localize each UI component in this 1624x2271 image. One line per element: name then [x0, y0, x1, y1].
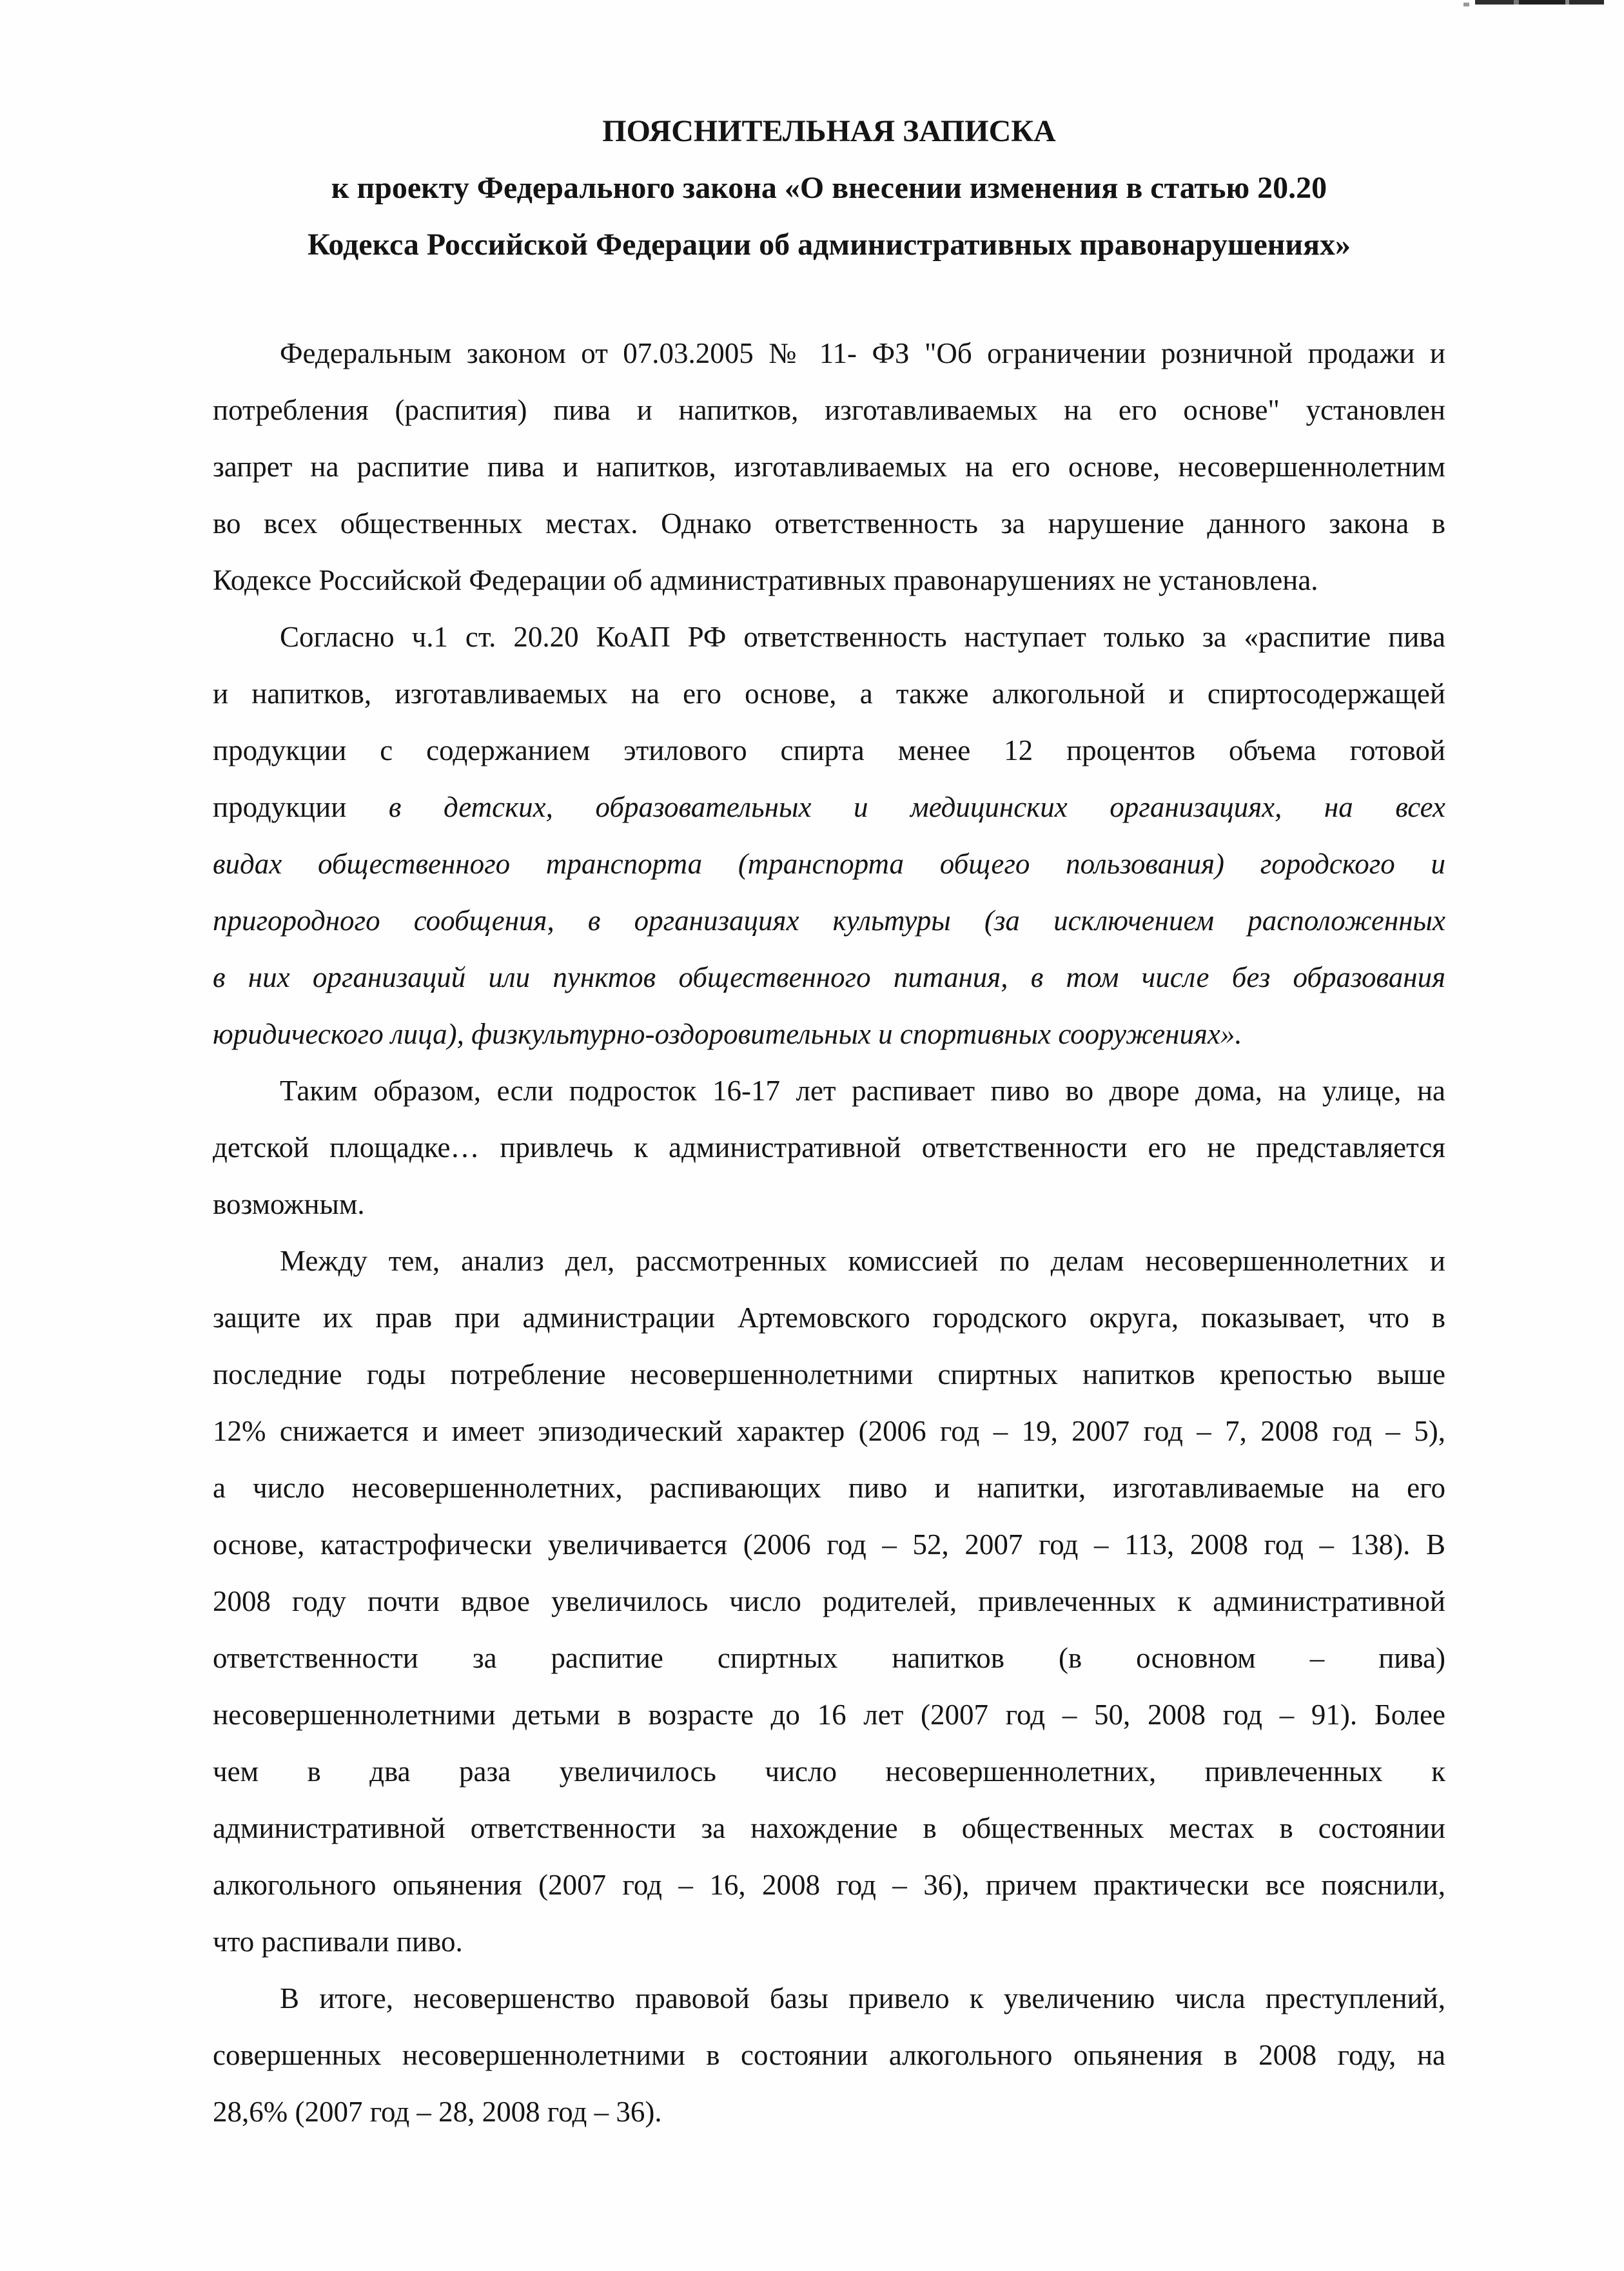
text-line	[213, 1289, 1445, 1346]
text-run: административной ответственности за нахождение в общественных местах в состоянии	[213, 1812, 1445, 1844]
text-line	[213, 382, 1445, 438]
text-line	[213, 835, 1445, 892]
text-line	[213, 1403, 1445, 1459]
text-run: что распивали пиво.	[213, 1925, 463, 1958]
text-line	[213, 1062, 1445, 1119]
document-title: ПОЯСНИТЕЛЬНАЯ ЗАПИСКА	[602, 114, 1056, 148]
title-block	[213, 103, 1445, 273]
text-line	[213, 722, 1445, 779]
text-run: Таким образом, если подросток 16-17 лет распивает пиво во дворе дома, на улице, на	[280, 1075, 1445, 1107]
text-run: а число несовершеннолетних, распивающих пиво и напитки, изготавливаемые на его	[213, 1472, 1445, 1504]
text-line	[213, 1913, 1445, 1970]
text-line	[213, 1743, 1445, 1800]
text-run: возможным.	[213, 1188, 365, 1220]
text-line	[213, 552, 1445, 609]
text-line	[213, 1573, 1445, 1630]
document-subtitle-line-1: к проекту Федерального закона «О внесении изменения в статью 20.20	[331, 171, 1327, 205]
text-line	[213, 325, 1445, 382]
text-run: 2008 году почти вдвое увеличилось число родителей, привлеченных к административной	[213, 1585, 1445, 1617]
text-line	[213, 1459, 1445, 1516]
text-line	[213, 1006, 1445, 1062]
text-line	[213, 1630, 1445, 1686]
text-line	[213, 1516, 1445, 1573]
text-run: запрет на распитие пива и напитков, изготавливаемых на его основе, несовершеннолетним	[213, 451, 1445, 483]
scan-artifact-streak	[1475, 0, 1604, 5]
text-line	[213, 779, 1445, 835]
text-line	[213, 892, 1445, 949]
text-line	[213, 1686, 1445, 1743]
text-line	[213, 2083, 1445, 2140]
text-run: В итоге, несовершенство правовой базы привело к увеличению числа преступлений,	[280, 1982, 1445, 2014]
text-run: Между тем, анализ дел, рассмотренных комиссией по делам несовершеннолетних и	[280, 1245, 1445, 1277]
text-line	[213, 1346, 1445, 1403]
text-run: 28,6% (2007 год – 28, 2008 год – 36).	[213, 2096, 662, 2128]
text-line	[213, 2027, 1445, 2083]
italic-text-run: пригородного сообщения, в организациях культуры (за исключением расположенных	[213, 904, 1445, 937]
text-run: ответственности за распитие спиртных напитков (в основном – пива)	[213, 1642, 1445, 1674]
text-run: совершенных несовершеннолетними в состоянии алкогольного опьянения в 2008 году, на	[213, 2039, 1445, 2071]
text-run: последние годы потребление несовершеннолетними спиртных напитков крепостью выше	[213, 1358, 1445, 1390]
text-run: детской площадке… привлечь к административной ответственности его не представляется	[213, 1131, 1445, 1164]
scan-artifact-dot	[1463, 3, 1469, 6]
text-run: основе, катастрофически увеличивается (2006 год – 52, 2007 год – 113, 2008 год – 138). В	[213, 1528, 1445, 1561]
document-subtitle-line-2: Кодекса Российской Федерации об административных правонарушениях»	[307, 228, 1351, 262]
text-line	[213, 1119, 1445, 1176]
document-body	[213, 325, 1445, 2140]
text-run: чем в два раза увеличилось число несовершеннолетних, привлеченных к	[213, 1755, 1445, 1788]
text-line	[213, 495, 1445, 552]
text-line	[213, 1176, 1445, 1233]
italic-text-run: юридического лица), физкультурно-оздоровительных и спортивных сооружениях».	[213, 1018, 1242, 1050]
text-line	[213, 1857, 1445, 1913]
text-line	[213, 665, 1445, 722]
text-run: Федеральным законом от 07.03.2005 № 11- ФЗ "Об ограничении розничной продажи и	[280, 337, 1445, 369]
text-line	[213, 1800, 1445, 1857]
text-run: алкогольного опьянения (2007 год – 16, 2008 год – 36), причем практически все пояснили,	[213, 1869, 1445, 1901]
text-run: потребления (распития) пива и напитков, изготавливаемых на его основе" установлен	[213, 394, 1445, 426]
text-run: 12% снижается и имеет эпизодический характер (2006 год – 19, 2007 год – 7, 2008 год – 5),	[213, 1415, 1445, 1447]
italic-text-run: в детских, образовательных и медицинских организациях, на всех	[388, 791, 1445, 823]
text-run: Согласно ч.1 ст. 20.20 КоАП РФ ответственность наступает только за «распитие пива	[280, 621, 1445, 653]
text-line	[213, 438, 1445, 495]
text-run: продукции с содержанием этилового спирта менее 12 процентов объема готовой	[213, 734, 1445, 766]
text-run: продукции	[213, 791, 389, 823]
text-run: Кодексе Российской Федерации об административных правонарушениях не установлена.	[213, 564, 1318, 596]
text-line	[213, 1233, 1445, 1289]
italic-text-run: в них организаций или пунктов общественного питания, в том числе без образования	[213, 961, 1445, 993]
text-line	[213, 609, 1445, 665]
text-run: и напитков, изготавливаемых на его основе, а также алкогольной и спиртосодержащей	[213, 677, 1445, 710]
text-run: несовершеннолетними детьми в возрасте до 16 лет (2007 год – 50, 2008 год – 91). Более	[213, 1699, 1445, 1731]
text-line	[213, 949, 1445, 1006]
text-run: во всех общественных местах. Однако ответственность за нарушение данного закона в	[213, 507, 1445, 540]
italic-text-run: видах общественного транспорта (транспорта общего пользования) городского и	[213, 848, 1445, 880]
text-line	[213, 1970, 1445, 2027]
text-run: защите их прав при администрации Артемовского городского округа, показывает, что в	[213, 1301, 1445, 1334]
